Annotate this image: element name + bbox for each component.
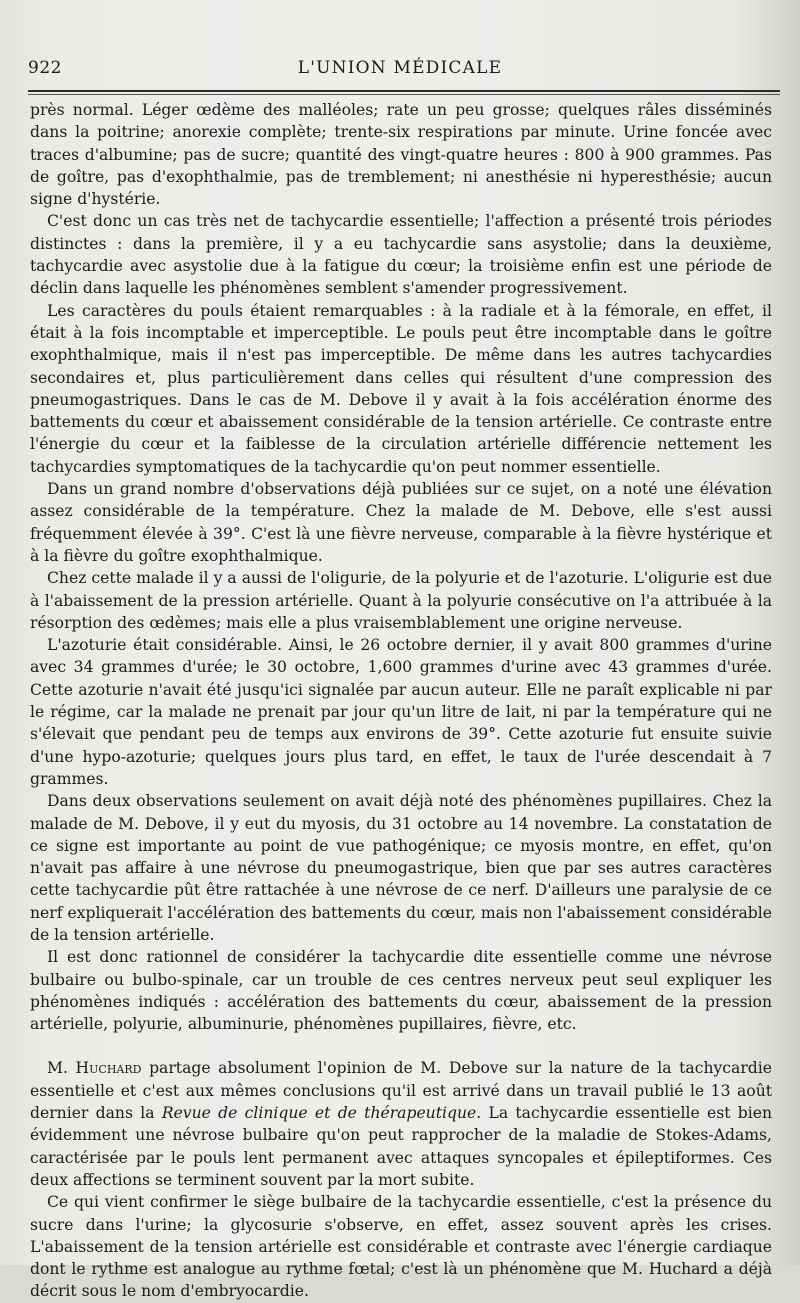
paragraph: Il est donc rationnel de considérer la tachycardie dite essentielle comme une névrose bulbaire ou bulbo-spinale, car un trouble de ces centres nerveux peut seul expliquer les phénomènes indiqués : accélération des battements du cœur, abaissement de la pression artérielle, polyurie, albuminurie, phénomènes pupillaires, fièvre, etc. xyxy=(30,948,772,1034)
paragraph: C'est donc un cas très net de tachycardie essentielle; l'affection a présenté trois périodes distinctes : dans la première, il y a eu tachycardie sans asystolie; dans la deuxième, tachycardie avec asystolie due à la fatigue du cœur; la troisième enfin est une période de déclin dans laquelle les phénomènes semblent s'amender progressivement. xyxy=(30,212,772,298)
page-header xyxy=(28,58,772,86)
header-rule xyxy=(28,90,780,92)
paragraph: Dans un grand nombre d'observations déjà publiées sur ce sujet, on a noté une élévation assez considérable de la température. Chez la malade de M. Debove, elle s'est aussi fréquemment élevée à 39°. C'est là une fièvre nerveuse, comparable à la fièvre hystérique et à la fièvre du goître exophthalmique. xyxy=(30,480,772,565)
paragraph: Dans deux observations seulement on avait déjà noté des phénomènes pupillaires. Chez la malade de M. Debove, il y eut du myosis, du 31 octobre au 14 novembre. La constatation de ce signe est importante au point de vue pathogénique; ce myosis montre, en effet, qu'on n'avait pas affaire à une névrose du pneumogastrique, bien que par ses autres caractères cette tachycardie pût être rattachée à une névrose de ce nerf. D'ailleurs une paralysie de ce nerf expliquerait l'accélération des battements du cœur, mais non l'abaissement considérable de la tension artérielle. xyxy=(30,792,772,944)
paragraph-huchard xyxy=(30,1057,772,1191)
page-number: 922 xyxy=(28,58,62,78)
journal-title: Revue de clinique et de thérapeutique xyxy=(161,1104,477,1123)
header-rule-thin xyxy=(28,94,780,95)
speaker-name: Huchard xyxy=(75,1059,142,1078)
article-body xyxy=(30,99,772,1303)
paragraph: Chez cette malade il y a aussi de l'oligurie, de la polyurie et de l'azoturie. L'oligurie est due à l'abaissement de la pression artérielle. Quant à la polyurie consécutive on l'a attribuée à la résorption des œdèmes; mais elle a plus vraisemblablement une origine nerveuse. xyxy=(30,569,772,632)
paragraph-continued: près normal. Léger œdème des malléoles; rate un peu grosse; quelques râles disséminés dans la poitrine; anorexie complète; trente-six respirations par minute. Urine foncée avec traces d'albumine; pas de sucre; quantité des vingt-quatre heures : 800 à 900 grammes. Pas de goître, pas d'exophthalmie, pas de tremblement; ni anesthésie ni hyperesthésie; aucun signe d'hystérie. xyxy=(30,101,772,209)
speaker-prefix: M. xyxy=(47,1059,76,1078)
paragraph: L'azoturie était considérable. Ainsi, le 26 octobre dernier, il y avait 800 grammes d'urine avec 34 grammes d'urée; le 30 octobre, 1,600 grammes d'urine avec 43 grammes d'urée. Cette azoturie n'avait été jusqu'ici signalée par aucun auteur. Elle ne paraît explicable ni par le régime, car la malade ne prenait par jour qu'un litre de lait, ni par la température qui ne s'élevait que pendant peu de temps aux environs de 39°. Cette azoturie fut ensuite suivie d'une hypo-azoturie; quelques jours plus tard, en effet, le taux de l'urée descendait à 7 grammes. xyxy=(30,636,772,788)
paragraph: Ce qui vient confirmer le siège bulbaire de la tachycardie essentielle, c'est la présence du sucre dans l'urine; la glycosurie s'observe, en effet, assez souvent après les crises. L'abaissement de la tension artérielle est considérable et contraste avec l'énergie cardiaque dont le rythme est analogue au rythme fœtal; c'est là un phénomène que M. Huchard a déjà décrit sous le nom d'embryocardie. xyxy=(30,1193,772,1301)
paragraph: Les caractères du pouls étaient remarquables : à la radiale et à la fémorale, en effet, il était à la fois incomptable et imperceptible. Le pouls peut être incomptable dans le goître exophthalmique, mais il n'est pas imperceptible. De même dans les autres tachycardies secondaires et, plus particulièrement dans celles qui résultent d'une compression des pneumogastriques. Dans le cas de M. Debove il y avait à la fois accélération énorme des battements du cœur et abaissement considérable de la tension artérielle. Ce contraste entre l'énergie du cœur et la faiblesse de la circulation artérielle différencie nettement les tachycardies symptomatiques de la tachycardie qu'on peut nommer essentielle. xyxy=(30,301,772,476)
running-title: L'UNION MÉDICALE xyxy=(297,58,503,78)
paragraph-text: partage absolument l'opinion de M. Debove sur la nature de la tachycardie essentielle et c'est aux mêmes conclusions qu'il est arrivé dans un travail publié le 13 août dernier dans la xyxy=(30,1059,772,1123)
paragraph-text: . La tachycardie essentielle est bien évidemment une névrose bulbaire qu'on peut rapprocher de la maladie de Stokes-Adams, caractérisée par le pouls lent permanent avec attaques syncopales et épileptiformes. Ces deux affections se terminent souvent par la mort subite. xyxy=(30,1104,772,1189)
